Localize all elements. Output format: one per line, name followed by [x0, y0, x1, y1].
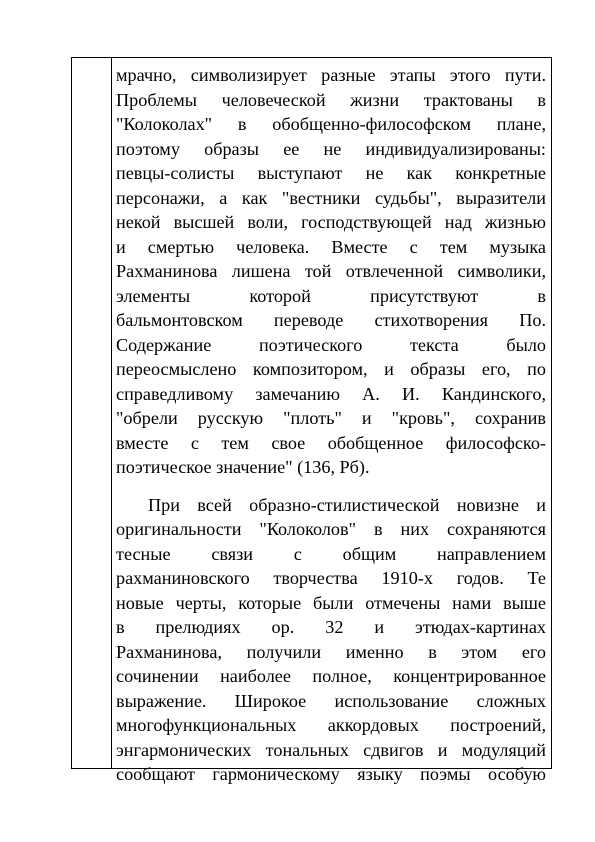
text-line: мрачно, символизирует разные этапы этого пути. — [116, 65, 546, 85]
text-line: Рахманинова, получили именно в этом его — [116, 641, 546, 662]
text-cell — [116, 63, 546, 787]
text-line: персонажи, а как "вестники судьбы", выразители — [116, 187, 546, 208]
text-line: оригинальности "Колоколов" в них сохраняются — [116, 519, 546, 539]
text-line: сообщают гармоническому языку поэмы особую — [116, 764, 546, 784]
text-line: тесные связи с общим направлением — [116, 543, 546, 564]
text-line: "Колоколах" в обобщенно-философском плане, — [116, 114, 546, 134]
text-line: Содержание поэтического текста было — [116, 334, 546, 355]
text-line: сочинении наиболее полное, концентрированное — [116, 666, 546, 686]
text-line: поэтическое значение" (136, Рб). — [116, 457, 370, 477]
text-line: певцы-солисты выступают не как конкретные — [116, 163, 546, 183]
paragraph-2 — [116, 493, 546, 787]
text-line: элементы которой присутствуют в — [116, 285, 546, 306]
text-line: Проблемы человеческой жизни трактованы в — [116, 89, 546, 110]
text-line: некой высшей воли, господствующей над жизнью — [116, 212, 546, 232]
text-line: вместе с тем свое обобщенное философско- — [116, 432, 546, 453]
text-line: справедливому замечанию А. И. Кандинского, — [116, 383, 546, 404]
text-line: "обрели русскую "плоть" и "кровь", сохранив — [116, 408, 546, 428]
text-line: Рахманинова лишена той отвлеченной символики, — [116, 261, 546, 281]
text-line: энгармонических тональных сдвигов и модуляций — [116, 739, 546, 760]
paragraph-1 — [116, 63, 546, 480]
text-line: рахманиновского творчества 1910-х годов. Те — [116, 568, 546, 588]
text-line: поэтому образы ее не индивидуализированы: — [116, 138, 546, 159]
text-line: бальмонтовском переводе стихотворения По. — [116, 310, 546, 330]
text-line: переосмыслено композитором, и образы его, по — [116, 359, 546, 379]
text-line: выражение. Широкое использование сложных — [116, 690, 546, 711]
text-line: многофункциональных аккордовых построений, — [116, 715, 546, 735]
text-line: новые черты, которые были отмечены нами выше — [116, 592, 546, 613]
text-line: и смертью человека. Вместе с тем музыка — [116, 236, 546, 257]
text-line: в прелюдиях ор. 32 и этюдах-картинах — [116, 617, 546, 637]
table-column-divider — [111, 57, 112, 769]
text-line: При всей образно-стилистической новизне и — [148, 494, 546, 515]
